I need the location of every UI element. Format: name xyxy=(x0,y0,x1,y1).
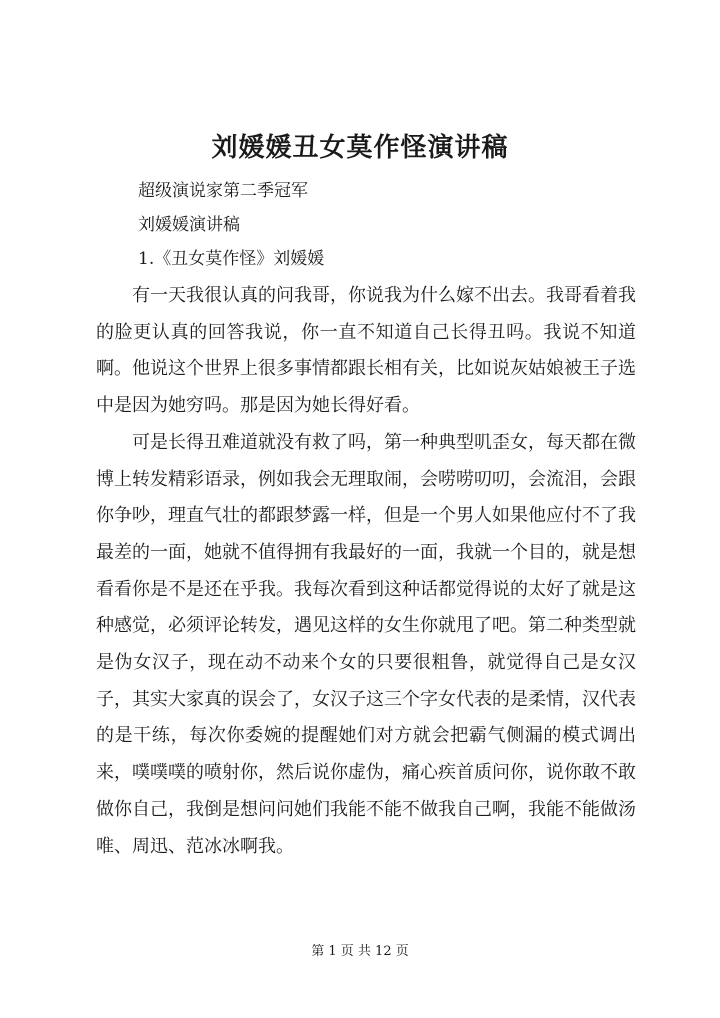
subtitle-line: 刘媛媛演讲稿 xyxy=(138,215,240,235)
paragraph: 可是长得丑难道就没有救了吗，第一种典型叽歪女，每天都在微博上转发精彩语录，例如我会无理取闹，会唠唠叨叨，会流泪，会跟你争吵，理直气壮的都跟梦露一样，但是一个男人如果他应付不了我最差的一面，她就不值得拥有我最好的一面，我就一个目的，就是想看看你是不是还在乎我。我每次看到这种话都觉得说的太好了就是这种感觉，必须评论转发，遇见这样的女生你就甩了吧。第二种类型就是伪女汉子，现在动不动来个女的只要很粗鲁，就觉得自己是女汉子，其实大家真的误会了，女汉子这三个字女代表的是柔情，汉代表的是干练，每次你委婉的提醒她们对方就会把霸气侧漏的模式调出来，噗噗噗的喷射你，然后说你虚伪，痛心疾首质问你，说你敢不敢做你自己，我倒是想问问她们我能不能不做我自己啊，我能不能做汤唯、周迅、范冰冰啊我。 xyxy=(96,431,636,857)
document-title: 刘媛媛丑女莫作怪演讲稿 xyxy=(211,133,509,163)
subtitle-line: 1.《丑女莫作怪》刘媛媛 xyxy=(138,249,325,269)
paragraph: 有一天我很认真的问我哥，你说我为什么嫁不出去。我哥看着我的脸更认真的回答我说，你一直不知道自己长得丑吗。我说不知道啊。他说这个世界上很多事情都跟长相有关，比如说灰姑娘被王子选中是因为她穷吗。那是因为她长得好看。 xyxy=(96,285,636,417)
subtitle-line: 超级演说家第二季冠军 xyxy=(138,181,308,201)
page-footer: 第 1 页 共 12 页 xyxy=(311,944,409,959)
document-body xyxy=(96,278,636,865)
